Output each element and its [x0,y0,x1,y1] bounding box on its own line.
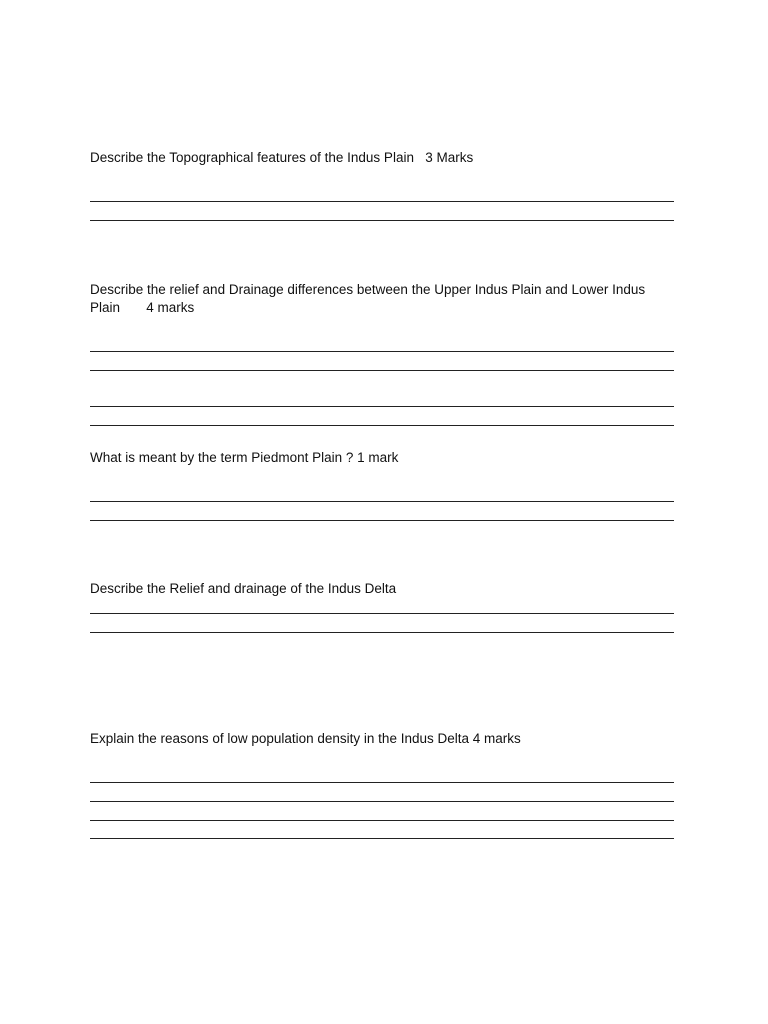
answer-line [90,820,674,821]
answer-line [90,220,674,221]
answer-line [90,501,674,502]
answer-line [90,406,674,407]
question-3: What is meant by the term Piedmont Plain ? 1 mark [90,450,399,465]
question-2-line-1: Describe the relief and Drainage differences between the Upper Indus Plain and Lower Indus [90,282,646,297]
question-2-line-2: Plain 4 marks [90,300,195,315]
answer-line [90,613,674,614]
question-4: Describe the Relief and drainage of the Indus Delta [90,581,397,596]
question-1: Describe the Topographical features of the Indus Plain 3 Marks [90,150,474,165]
answer-line [90,782,674,783]
answer-line [90,425,674,426]
answer-line [90,370,674,371]
answer-line [90,520,674,521]
answer-line [90,632,674,633]
answer-line [90,201,674,202]
answer-line [90,351,674,352]
question-5: Explain the reasons of low population density in the Indus Delta 4 marks [90,731,521,746]
answer-line [90,838,674,839]
answer-line [90,801,674,802]
